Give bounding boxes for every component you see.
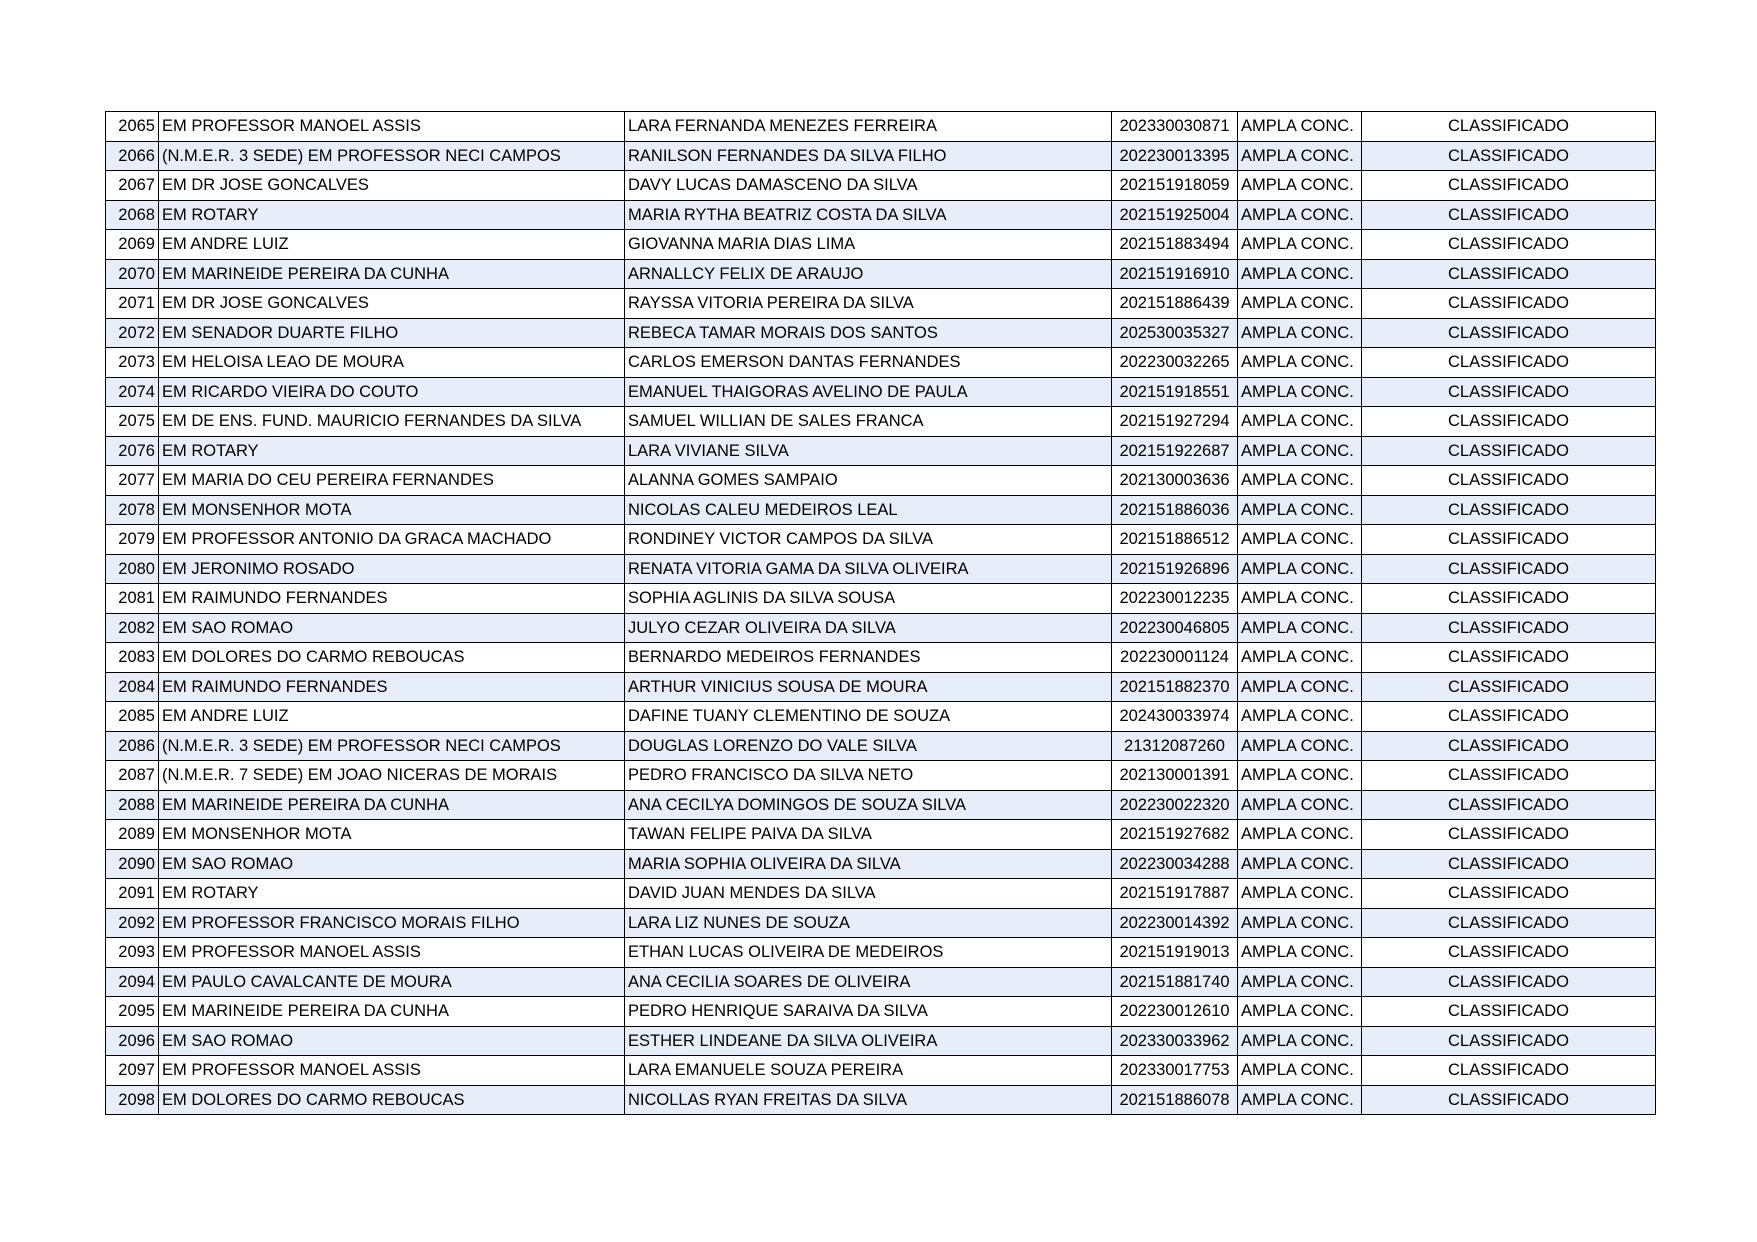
category-cell: AMPLA CONC.: [1238, 672, 1362, 702]
category-cell: AMPLA CONC.: [1238, 731, 1362, 761]
table-row: [106, 731, 1656, 761]
status-cell: CLASSIFICADO: [1362, 141, 1656, 171]
registration-number-cell: 202230012235: [1112, 584, 1238, 614]
table-row: [106, 112, 1656, 142]
status-cell: CLASSIFICADO: [1362, 554, 1656, 584]
category-cell: AMPLA CONC.: [1238, 171, 1362, 201]
category-cell: AMPLA CONC.: [1238, 466, 1362, 496]
row-number-cell: 2089: [106, 820, 159, 850]
category-cell: AMPLA CONC.: [1238, 820, 1362, 850]
student-name-cell: DAFINE TUANY CLEMENTINO DE SOUZA: [625, 702, 1112, 732]
registration-number-cell: 202530035327: [1112, 318, 1238, 348]
table-row: [106, 790, 1656, 820]
table-row: [106, 613, 1656, 643]
row-number-cell: 2071: [106, 289, 159, 319]
category-cell: AMPLA CONC.: [1238, 1026, 1362, 1056]
table-row: [106, 879, 1656, 909]
registration-number-cell: 202151918059: [1112, 171, 1238, 201]
status-cell: CLASSIFICADO: [1362, 348, 1656, 378]
table-row: [106, 938, 1656, 968]
registration-number-cell: 202151926896: [1112, 554, 1238, 584]
category-cell: AMPLA CONC.: [1238, 525, 1362, 555]
school-name-cell: EM DE ENS. FUND. MAURICIO FERNANDES DA SILVA: [159, 407, 625, 437]
category-cell: AMPLA CONC.: [1238, 259, 1362, 289]
row-number-cell: 2072: [106, 318, 159, 348]
category-cell: AMPLA CONC.: [1238, 702, 1362, 732]
school-name-cell: EM SAO ROMAO: [159, 849, 625, 879]
row-number-cell: 2066: [106, 141, 159, 171]
school-name-cell: EM RAIMUNDO FERNANDES: [159, 584, 625, 614]
registration-number-cell: 202151919013: [1112, 938, 1238, 968]
category-cell: AMPLA CONC.: [1238, 289, 1362, 319]
student-name-cell: ESTHER LINDEANE DA SILVA OLIVEIRA: [625, 1026, 1112, 1056]
status-cell: CLASSIFICADO: [1362, 407, 1656, 437]
school-name-cell: EM MONSENHOR MOTA: [159, 820, 625, 850]
registration-number-cell: 202151916910: [1112, 259, 1238, 289]
registration-number-cell: 202151918551: [1112, 377, 1238, 407]
student-name-cell: LARA VIVIANE SILVA: [625, 436, 1112, 466]
row-number-cell: 2097: [106, 1056, 159, 1086]
school-name-cell: EM DOLORES DO CARMO REBOUCAS: [159, 1085, 625, 1115]
table-row: [106, 289, 1656, 319]
table-row: [106, 171, 1656, 201]
status-cell: CLASSIFICADO: [1362, 702, 1656, 732]
registration-number-cell: 202151886078: [1112, 1085, 1238, 1115]
category-cell: AMPLA CONC.: [1238, 908, 1362, 938]
category-cell: AMPLA CONC.: [1238, 643, 1362, 673]
registration-number-cell: 202230046805: [1112, 613, 1238, 643]
school-name-cell: EM ANDRE LUIZ: [159, 230, 625, 260]
school-name-cell: EM HELOISA LEAO DE MOURA: [159, 348, 625, 378]
school-name-cell: EM MARIA DO CEU PEREIRA FERNANDES: [159, 466, 625, 496]
table-row: [106, 466, 1656, 496]
category-cell: AMPLA CONC.: [1238, 790, 1362, 820]
table-row: [106, 908, 1656, 938]
row-number-cell: 2093: [106, 938, 159, 968]
table-row: [106, 702, 1656, 732]
row-number-cell: 2098: [106, 1085, 159, 1115]
student-name-cell: DAVID JUAN MENDES DA SILVA: [625, 879, 1112, 909]
row-number-cell: 2081: [106, 584, 159, 614]
category-cell: AMPLA CONC.: [1238, 377, 1362, 407]
table-row: [106, 1026, 1656, 1056]
table-row: [106, 554, 1656, 584]
results-table: [105, 111, 1656, 1115]
student-name-cell: ARNALLCY FELIX DE ARAUJO: [625, 259, 1112, 289]
school-name-cell: (N.M.E.R. 7 SEDE) EM JOAO NICERAS DE MORAIS: [159, 761, 625, 791]
category-cell: AMPLA CONC.: [1238, 407, 1362, 437]
student-name-cell: LARA LIZ NUNES DE SOUZA: [625, 908, 1112, 938]
registration-number-cell: 202151917887: [1112, 879, 1238, 909]
category-cell: AMPLA CONC.: [1238, 997, 1362, 1027]
school-name-cell: EM MARINEIDE PEREIRA DA CUNHA: [159, 259, 625, 289]
student-name-cell: TAWAN FELIPE PAIVA DA SILVA: [625, 820, 1112, 850]
status-cell: CLASSIFICADO: [1362, 112, 1656, 142]
category-cell: AMPLA CONC.: [1238, 613, 1362, 643]
registration-number-cell: 202151922687: [1112, 436, 1238, 466]
school-name-cell: EM PROFESSOR MANOEL ASSIS: [159, 112, 625, 142]
school-name-cell: EM RAIMUNDO FERNANDES: [159, 672, 625, 702]
registration-number-cell: 202330017753: [1112, 1056, 1238, 1086]
status-cell: CLASSIFICADO: [1362, 938, 1656, 968]
status-cell: CLASSIFICADO: [1362, 790, 1656, 820]
student-name-cell: ETHAN LUCAS OLIVEIRA DE MEDEIROS: [625, 938, 1112, 968]
table-row: [106, 377, 1656, 407]
status-cell: CLASSIFICADO: [1362, 879, 1656, 909]
student-name-cell: RAYSSA VITORIA PEREIRA DA SILVA: [625, 289, 1112, 319]
status-cell: CLASSIFICADO: [1362, 1056, 1656, 1086]
registration-number-cell: 202430033974: [1112, 702, 1238, 732]
category-cell: AMPLA CONC.: [1238, 849, 1362, 879]
category-cell: AMPLA CONC.: [1238, 495, 1362, 525]
row-number-cell: 2074: [106, 377, 159, 407]
registration-number-cell: 202330033962: [1112, 1026, 1238, 1056]
category-cell: AMPLA CONC.: [1238, 112, 1362, 142]
table-row: [106, 1085, 1656, 1115]
table-row: [106, 318, 1656, 348]
row-number-cell: 2077: [106, 466, 159, 496]
student-name-cell: LARA FERNANDA MENEZES FERREIRA: [625, 112, 1112, 142]
student-name-cell: LARA EMANUELE SOUZA PEREIRA: [625, 1056, 1112, 1086]
table-row: [106, 141, 1656, 171]
table-row: [106, 672, 1656, 702]
status-cell: CLASSIFICADO: [1362, 643, 1656, 673]
row-number-cell: 2075: [106, 407, 159, 437]
student-name-cell: PEDRO HENRIQUE SARAIVA DA SILVA: [625, 997, 1112, 1027]
school-name-cell: EM JERONIMO ROSADO: [159, 554, 625, 584]
school-name-cell: EM ANDRE LUIZ: [159, 702, 625, 732]
status-cell: CLASSIFICADO: [1362, 377, 1656, 407]
table-row: [106, 230, 1656, 260]
status-cell: CLASSIFICADO: [1362, 849, 1656, 879]
row-number-cell: 2091: [106, 879, 159, 909]
status-cell: CLASSIFICADO: [1362, 436, 1656, 466]
status-cell: CLASSIFICADO: [1362, 171, 1656, 201]
table-row: [106, 643, 1656, 673]
category-cell: AMPLA CONC.: [1238, 938, 1362, 968]
category-cell: AMPLA CONC.: [1238, 761, 1362, 791]
registration-number-cell: 21312087260: [1112, 731, 1238, 761]
registration-number-cell: 202230034288: [1112, 849, 1238, 879]
registration-number-cell: 202151925004: [1112, 200, 1238, 230]
row-number-cell: 2088: [106, 790, 159, 820]
row-number-cell: 2085: [106, 702, 159, 732]
school-name-cell: (N.M.E.R. 3 SEDE) EM PROFESSOR NECI CAMPOS: [159, 731, 625, 761]
student-name-cell: RANILSON FERNANDES DA SILVA FILHO: [625, 141, 1112, 171]
table-row: [106, 259, 1656, 289]
school-name-cell: EM MONSENHOR MOTA: [159, 495, 625, 525]
table-row: [106, 584, 1656, 614]
status-cell: CLASSIFICADO: [1362, 731, 1656, 761]
row-number-cell: 2096: [106, 1026, 159, 1056]
student-name-cell: NICOLAS CALEU MEDEIROS LEAL: [625, 495, 1112, 525]
row-number-cell: 2079: [106, 525, 159, 555]
status-cell: CLASSIFICADO: [1362, 761, 1656, 791]
row-number-cell: 2080: [106, 554, 159, 584]
student-name-cell: ARTHUR VINICIUS SOUSA DE MOURA: [625, 672, 1112, 702]
row-number-cell: 2084: [106, 672, 159, 702]
row-number-cell: 2078: [106, 495, 159, 525]
school-name-cell: EM MARINEIDE PEREIRA DA CUNHA: [159, 997, 625, 1027]
table-body: [106, 112, 1656, 1115]
row-number-cell: 2068: [106, 200, 159, 230]
student-name-cell: JULYO CEZAR OLIVEIRA DA SILVA: [625, 613, 1112, 643]
student-name-cell: RENATA VITORIA GAMA DA SILVA OLIVEIRA: [625, 554, 1112, 584]
student-name-cell: EMANUEL THAIGORAS AVELINO DE PAULA: [625, 377, 1112, 407]
student-name-cell: DAVY LUCAS DAMASCENO DA SILVA: [625, 171, 1112, 201]
registration-number-cell: 202230014392: [1112, 908, 1238, 938]
student-name-cell: ANA CECILIA SOARES DE OLIVEIRA: [625, 967, 1112, 997]
category-cell: AMPLA CONC.: [1238, 879, 1362, 909]
registration-number-cell: 202151883494: [1112, 230, 1238, 260]
student-name-cell: MARIA SOPHIA OLIVEIRA DA SILVA: [625, 849, 1112, 879]
school-name-cell: EM SENADOR DUARTE FILHO: [159, 318, 625, 348]
student-name-cell: ANA CECILYA DOMINGOS DE SOUZA SILVA: [625, 790, 1112, 820]
row-number-cell: 2065: [106, 112, 159, 142]
row-number-cell: 2092: [106, 908, 159, 938]
table-row: [106, 1056, 1656, 1086]
status-cell: CLASSIFICADO: [1362, 525, 1656, 555]
table-row: [106, 849, 1656, 879]
school-name-cell: EM RICARDO VIEIRA DO COUTO: [159, 377, 625, 407]
table-row: [106, 820, 1656, 850]
registration-number-cell: 202230013395: [1112, 141, 1238, 171]
registration-number-cell: 202151927682: [1112, 820, 1238, 850]
status-cell: CLASSIFICADO: [1362, 672, 1656, 702]
category-cell: AMPLA CONC.: [1238, 348, 1362, 378]
school-name-cell: EM PAULO CAVALCANTE DE MOURA: [159, 967, 625, 997]
registration-number-cell: 202230012610: [1112, 997, 1238, 1027]
school-name-cell: EM PROFESSOR ANTONIO DA GRACA MACHADO: [159, 525, 625, 555]
row-number-cell: 2082: [106, 613, 159, 643]
status-cell: CLASSIFICADO: [1362, 318, 1656, 348]
table-row: [106, 348, 1656, 378]
row-number-cell: 2067: [106, 171, 159, 201]
registration-number-cell: 202151881740: [1112, 967, 1238, 997]
row-number-cell: 2076: [106, 436, 159, 466]
category-cell: AMPLA CONC.: [1238, 141, 1362, 171]
table-row: [106, 761, 1656, 791]
school-name-cell: EM SAO ROMAO: [159, 1026, 625, 1056]
school-name-cell: EM DOLORES DO CARMO REBOUCAS: [159, 643, 625, 673]
row-number-cell: 2083: [106, 643, 159, 673]
table-row: [106, 436, 1656, 466]
status-cell: CLASSIFICADO: [1362, 289, 1656, 319]
school-name-cell: EM PROFESSOR MANOEL ASSIS: [159, 938, 625, 968]
student-name-cell: DOUGLAS LORENZO DO VALE SILVA: [625, 731, 1112, 761]
category-cell: AMPLA CONC.: [1238, 967, 1362, 997]
table-row: [106, 525, 1656, 555]
status-cell: CLASSIFICADO: [1362, 908, 1656, 938]
student-name-cell: BERNARDO MEDEIROS FERNANDES: [625, 643, 1112, 673]
category-cell: AMPLA CONC.: [1238, 436, 1362, 466]
school-name-cell: EM MARINEIDE PEREIRA DA CUNHA: [159, 790, 625, 820]
table-row: [106, 407, 1656, 437]
category-cell: AMPLA CONC.: [1238, 318, 1362, 348]
table-row: [106, 997, 1656, 1027]
registration-number-cell: 202330030871: [1112, 112, 1238, 142]
status-cell: CLASSIFICADO: [1362, 584, 1656, 614]
school-name-cell: EM DR JOSE GONCALVES: [159, 171, 625, 201]
table-row: [106, 495, 1656, 525]
status-cell: CLASSIFICADO: [1362, 466, 1656, 496]
status-cell: CLASSIFICADO: [1362, 997, 1656, 1027]
student-name-cell: CARLOS EMERSON DANTAS FERNANDES: [625, 348, 1112, 378]
status-cell: CLASSIFICADO: [1362, 1026, 1656, 1056]
registration-number-cell: 202151882370: [1112, 672, 1238, 702]
status-cell: CLASSIFICADO: [1362, 613, 1656, 643]
category-cell: AMPLA CONC.: [1238, 584, 1362, 614]
category-cell: AMPLA CONC.: [1238, 230, 1362, 260]
school-name-cell: EM ROTARY: [159, 200, 625, 230]
registration-number-cell: 202151886036: [1112, 495, 1238, 525]
student-name-cell: NICOLLAS RYAN FREITAS DA SILVA: [625, 1085, 1112, 1115]
status-cell: CLASSIFICADO: [1362, 230, 1656, 260]
row-number-cell: 2086: [106, 731, 159, 761]
student-name-cell: RONDINEY VICTOR CAMPOS DA SILVA: [625, 525, 1112, 555]
registration-number-cell: 202151886439: [1112, 289, 1238, 319]
school-name-cell: EM PROFESSOR MANOEL ASSIS: [159, 1056, 625, 1086]
status-cell: CLASSIFICADO: [1362, 495, 1656, 525]
status-cell: CLASSIFICADO: [1362, 820, 1656, 850]
registration-number-cell: 202230032265: [1112, 348, 1238, 378]
student-name-cell: SOPHIA AGLINIS DA SILVA SOUSA: [625, 584, 1112, 614]
table-row: [106, 200, 1656, 230]
student-name-cell: SAMUEL WILLIAN DE SALES FRANCA: [625, 407, 1112, 437]
registration-number-cell: 202151886512: [1112, 525, 1238, 555]
student-name-cell: ALANNA GOMES SAMPAIO: [625, 466, 1112, 496]
school-name-cell: EM DR JOSE GONCALVES: [159, 289, 625, 319]
student-name-cell: PEDRO FRANCISCO DA SILVA NETO: [625, 761, 1112, 791]
student-name-cell: MARIA RYTHA BEATRIZ COSTA DA SILVA: [625, 200, 1112, 230]
row-number-cell: 2069: [106, 230, 159, 260]
row-number-cell: 2087: [106, 761, 159, 791]
status-cell: CLASSIFICADO: [1362, 1085, 1656, 1115]
school-name-cell: EM ROTARY: [159, 879, 625, 909]
school-name-cell: EM PROFESSOR FRANCISCO MORAIS FILHO: [159, 908, 625, 938]
status-cell: CLASSIFICADO: [1362, 200, 1656, 230]
status-cell: CLASSIFICADO: [1362, 967, 1656, 997]
school-name-cell: (N.M.E.R. 3 SEDE) EM PROFESSOR NECI CAMPOS: [159, 141, 625, 171]
row-number-cell: 2073: [106, 348, 159, 378]
category-cell: AMPLA CONC.: [1238, 200, 1362, 230]
registration-number-cell: 202151927294: [1112, 407, 1238, 437]
registration-number-cell: 202130003636: [1112, 466, 1238, 496]
category-cell: AMPLA CONC.: [1238, 554, 1362, 584]
school-name-cell: EM SAO ROMAO: [159, 613, 625, 643]
row-number-cell: 2090: [106, 849, 159, 879]
row-number-cell: 2070: [106, 259, 159, 289]
status-cell: CLASSIFICADO: [1362, 259, 1656, 289]
registration-number-cell: 202230001124: [1112, 643, 1238, 673]
student-name-cell: GIOVANNA MARIA DIAS LIMA: [625, 230, 1112, 260]
school-name-cell: EM ROTARY: [159, 436, 625, 466]
registration-number-cell: 202130001391: [1112, 761, 1238, 791]
row-number-cell: 2095: [106, 997, 159, 1027]
student-name-cell: REBECA TAMAR MORAIS DOS SANTOS: [625, 318, 1112, 348]
category-cell: AMPLA CONC.: [1238, 1085, 1362, 1115]
category-cell: AMPLA CONC.: [1238, 1056, 1362, 1086]
table-row: [106, 967, 1656, 997]
row-number-cell: 2094: [106, 967, 159, 997]
registration-number-cell: 202230022320: [1112, 790, 1238, 820]
